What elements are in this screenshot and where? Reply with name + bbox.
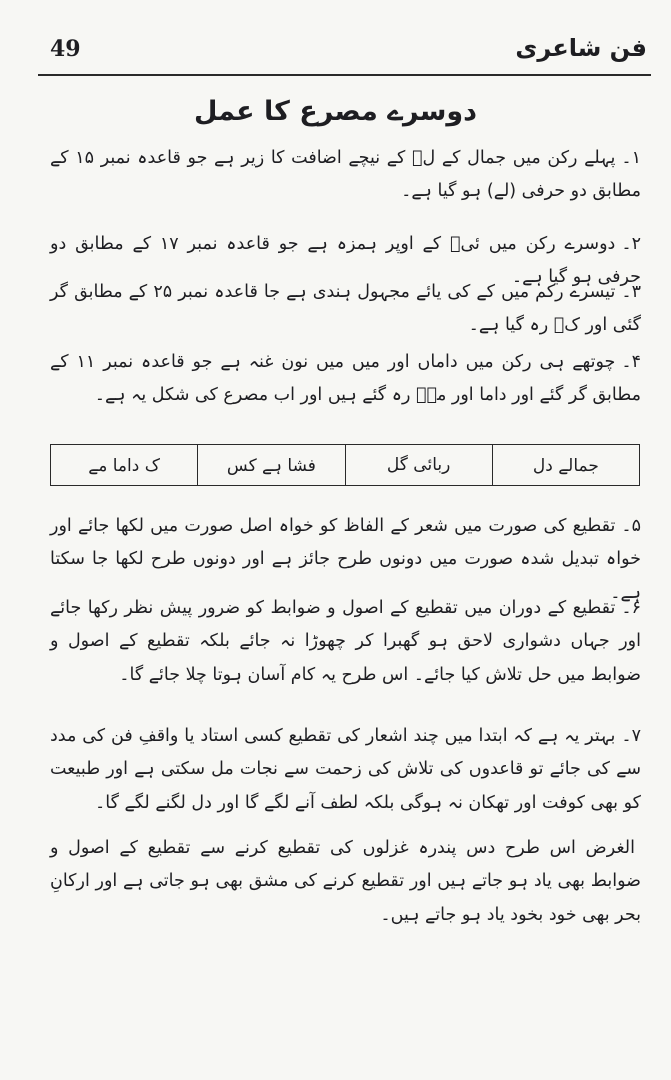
meter-row [51,445,640,486]
meter-cell-2: ربائی گل [345,445,492,486]
point-text: دوسرے رکن میں ئیؔ کے اوپر ہمزہ ہے جو قاعدہ نمبر ۱۷ کے مطابق دو حرفی ہو گیا ہے۔ [50,234,641,288]
point-number: ۳۔ [621,282,642,302]
point-text: چوتھے ہی رکن میں داماں اور میں میں نون غنہ ہے جو قاعدہ نمبر ۱۱ کے مطابق گر گئے اور داما اور مےؔ رہ گئے ہیں اور اب مصرع کی شکل یہ ہے۔ [50,352,641,406]
point-1 [50,142,641,209]
page-header [38,28,651,76]
paragraph-number: ۵۔ [621,516,641,536]
point-number: ۱۔ [621,148,641,168]
paragraph-text: تقطیع کی صورت میں شعر کے الفاظ کو خواہ اصل صورت میں لکھا جائے اور خواہ تبدیل شدہ صورت میں دونوں طرح جائز ہے اور دونوں طرح لکھا جا سکتا ہے۔ [50,516,641,603]
paragraph-text: الغرض اس طرح دس پندرہ غزلوں کی تقطیع کرنے سے تقطیع کے اصول و ضوابط بھی یاد ہو جاتے ہیں اور تقطیع کرنے کی مشق بھی ہو جاتی ہے اور ارکانِ بحر بھی خود بخود یاد ہو جاتے ہیں۔ [50,838,641,925]
point-number: ۲۔ [621,234,641,254]
section-title: دوسرے مصرع کا عمل [193,96,478,127]
paragraph-text: تقطیع کے دوران میں تقطیع کے اصول و ضوابط کو ضرور پیش نظر رکھا جائے اور جہاں دشواری لاحق ہو گھبرا کر چھوڑا نہ جائے بلکہ تقطیع کے اصول و ضوابط میں حل تلاش کیا جائے۔ اس طرح یہ کام آسان ہوتا چلا جائے گا۔ [50,598,641,685]
paragraph-6 [50,592,641,692]
meter-cell-4: ک داما مے [51,445,198,486]
point-text: تیسرے رکم میں کے کی یائے مجہول ہندی ہے جا قاعدہ نمبر ۲۵ کے مطابق گر گئی اور کؔ رہ گیا ہے۔ [50,282,641,336]
paragraph-number: ۷۔ [621,726,641,746]
paragraph-7 [50,720,641,820]
page-number: 49 [50,36,81,62]
point-text: پہلے رکن میں جمال کے لؔ کے نیچے اضافت کا زیر ہے جو قاعدہ نمبر ۱۵ کے مطابق دو حرفی (لے) ہو گیا ہے۔ [50,148,641,202]
meter-cell-1: جمالے دل [492,445,639,486]
meter-table [50,444,640,486]
point-3 [50,276,641,343]
meter-cell-3: فشا ہے کس [198,445,345,486]
paragraph-number: ۶۔ [621,598,641,618]
running-title: فن شاعری [515,34,647,62]
point-number: ۴۔ [621,352,641,372]
paragraph-text: بہتر یہ ہے کہ ابتدا میں چند اشعار کی تقطیع کسی استاد یا واقفِ فن کی مدد سے کی جائے تو قاعدوں کی تلاش کی زحمت سے نجات مل سکتی ہے اور طبیعت کو بھی کوفت اور تھکان نہ ہوگی بلکہ لطف آنے لگے گا اور دل لگنے لگے گا۔ [50,726,641,813]
paragraph-conclusion [50,832,641,932]
point-4 [50,346,641,413]
